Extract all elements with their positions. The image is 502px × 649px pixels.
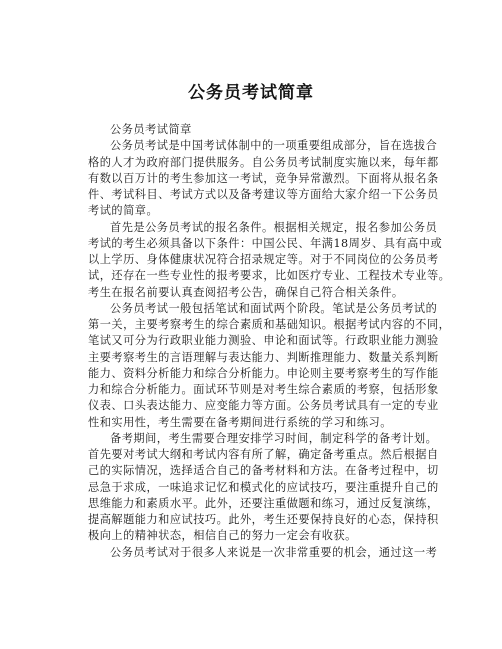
body-line: 件、考试科目、考试方式以及备考建议等方面给大家介绍一下公务员 (88, 188, 439, 201)
body-line: 笔试又可分为行政职业能力测验、申论和面试等。行政职业能力测验 (88, 334, 439, 348)
body-line: 能力、资料分析能力和综合分析能力。申论则主要考察考生的写作能 (88, 366, 439, 380)
body-line: 己的实际情况，选择适合自己的备考材料和方法。在备考过程中，切 (88, 464, 439, 478)
body-line: 仪表、口头表达能力、应变能力等方面。公务员考试具有一定的专业 (88, 399, 439, 413)
body-line: 公务员考试一般包括笔试和面试两个阶段。笔试是公务员考试的 (110, 301, 438, 315)
body-line: 思维能力和素质水平。此外，还要注重做题和练习，通过反复演练， (88, 496, 439, 510)
body-line: 公务员考试简章 (110, 123, 192, 136)
body-line: 试，还存在一些专业性的报考要求，比如医疗专业、工程技术专业等。 (88, 269, 451, 283)
body-line: 考试的简章。 (88, 204, 159, 218)
body-line: 考生在报名前要认真查阅招考公告，确保自己符合相关条件。 (88, 285, 404, 299)
body-line: 首先要对考试大纲和考试内容有所了解，确定备考重点。然后根据自 (88, 448, 439, 461)
body-line: 性和实用性，考生需要在备考期间进行系统的学习和练习。 (88, 415, 392, 429)
body-line: 极向上的精神状态，相信自己的努力一定会有收获。 (88, 529, 357, 543)
body-line: 忌急于求成，一味追求记忆和模式化的应试技巧，要注重提升自己的 (88, 480, 439, 494)
body-line: 有数以百万计的考生参加这一考试，竞争异常激烈。下面将从报名条 (88, 171, 439, 185)
document-title: 公务员考试简章 (188, 83, 314, 103)
body-line: 考试的考生必须具备以下条件：中国公民、年满18周岁、具有高中或 (88, 236, 443, 250)
body-line: 备考期间，考生需要合理安排学习时间，制定科学的备考计划。 (110, 431, 438, 445)
document-body (88, 122, 451, 561)
body-line: 首先是公务员考试的报名条件。根据相关规定，报名参加公务员 (110, 220, 438, 234)
body-line: 格的人才为政府部门提供服务。自公务员考试制度实施以来，每年都 (88, 155, 439, 169)
body-line: 主要考察考生的言语理解与表达能力、判断推理能力、数量关系判断 (88, 350, 439, 364)
body-line: 第一关，主要考察考生的综合素质和基础知识。根据考试内容的不同， (88, 318, 451, 331)
body-line: 公务员考试对于很多人来说是一次非常重要的机会，通过这一考 (110, 545, 438, 559)
body-line: 力和综合分析能力。面试环节则是对考生综合素质的考察，包括形象 (88, 383, 439, 396)
body-line: 公务员考试是中国考试体制中的一项重要组成部分，旨在选拔合 (110, 139, 438, 153)
body-line: 以上学历、身体健康状况符合招录规定等。对于不同岗位的公务员考 (88, 253, 439, 266)
body-line: 提高解题能力和应试技巧。此外，考生还要保持良好的心态，保持积 (88, 513, 439, 526)
